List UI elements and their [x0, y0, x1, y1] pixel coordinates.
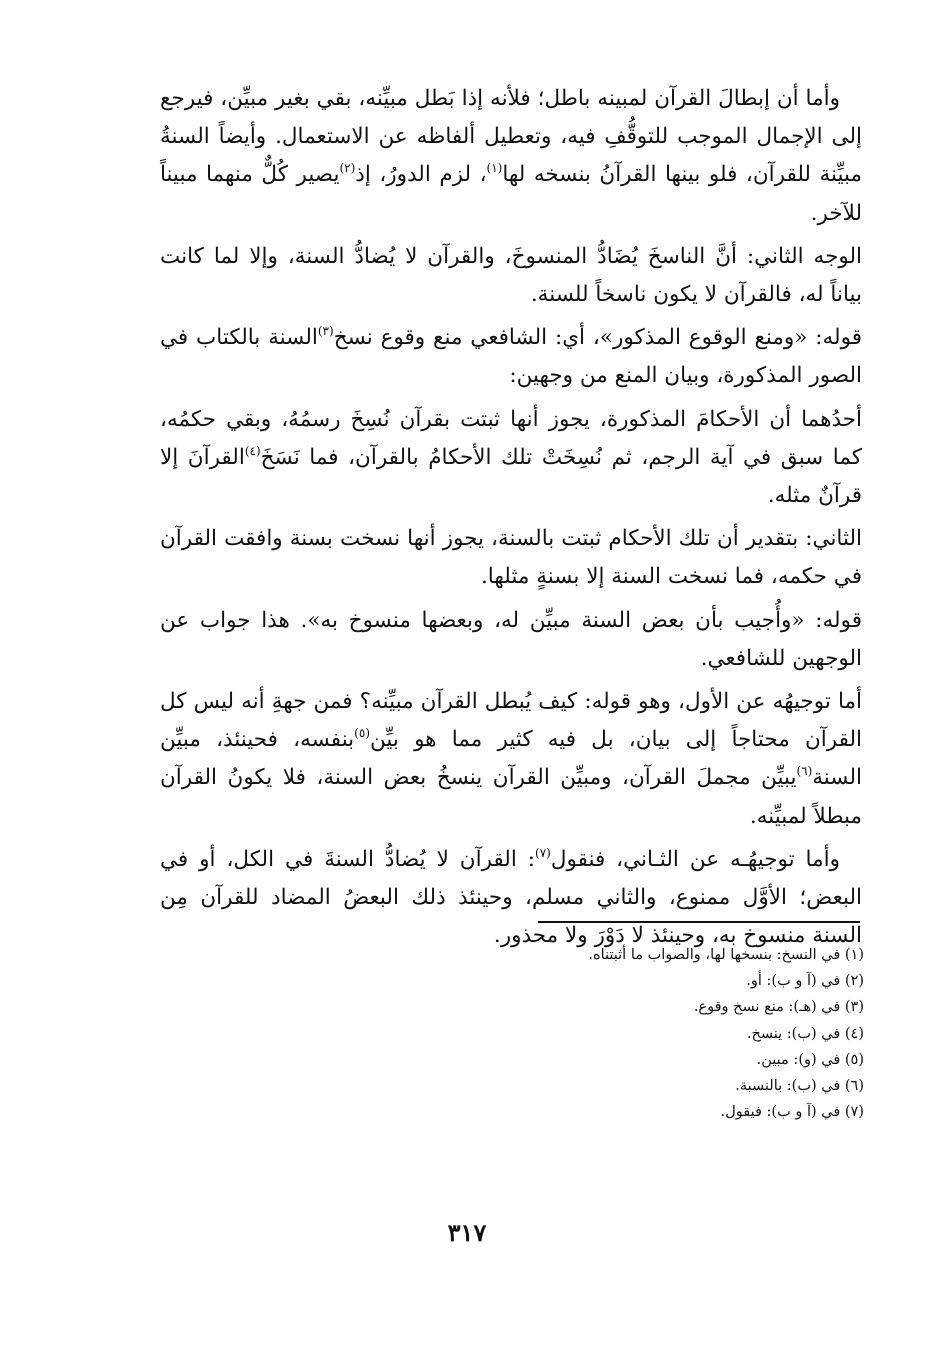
paragraph-5: الثاني: بتقدير أن تلك الأحكام ثبتت بالسنة، يجوز أنها نسخت بسنة وافقت القرآن في حكمه، فما نسخت السنة إلا بسنةٍ مثلها.	[160, 526, 862, 590]
paragraph-3: قوله: «ومنع الوقوع المذكور»، أي: الشافعي منع وقوع نسخ$^{(٣)}$السنة بالكتاب في الصور المذكورة، وبيان المنع من وجهين:	[160, 324, 862, 389]
paragraph-6: قوله: «وأُجيب بأن بعض السنة مبيِّن له، وبعضها منسوخ به». هذا جواب عن الوجهين للشافعي.	[160, 607, 862, 671]
paragraph-1: وأما أن إبطالَ القرآن لمبينه باطل؛ فلأنه إذا بَطل مبيِّنه، بقي بغير مبيِّن، فيرجع إلى الإجمال الموجب للتوقُّفِ فيه، وتعطيل ألفاظه عن الاستعمال. وأيضاً السنةُ مبيِّنة للقرآن، فلو بينها القرآنُ بنسخه لها$^{(١)}$، لزم الدورُ، إذ$^{(٢)}$يصير كُلٌّ منهما مبيناً للآخر.	[160, 86, 862, 226]
footnote-7: (٧) في (آ و ب): فيقول.	[720, 1104, 864, 1121]
footnote-ref-4: (٤)	[244, 443, 261, 458]
footnote-separator	[538, 921, 860, 923]
main-text	[160, 80, 862, 960]
footnote-ref-6: (٦)	[796, 764, 813, 779]
footnote-ref-3: (٣)	[317, 324, 334, 339]
paragraph-2: الوجه الثاني: أنَّ الناسخَ يُضَادُّ المنسوخَ، والقرآن لا يُضادُّ السنة، وإلا لما كانت بياناً له، فالقرآن لا يكون ناسخاً للسنة.	[160, 243, 862, 308]
footnote-ref-7: (٧)	[535, 845, 551, 860]
page-number-text: ٣١٧	[447, 1218, 487, 1247]
footnote-ref-1: (١)	[486, 161, 503, 176]
footnote-1: (١) في النسخ: بنسخها لها، والصواب ما أثبتناه.	[588, 947, 864, 963]
footnote-ref-5: (٥)	[354, 726, 370, 741]
footnote-ref-2: (٢)	[339, 161, 356, 176]
paragraph-4: أحدُهما أن الأحكامَ المذكورة، يجوز أنها ثبتت بقرآن نُسِخَ رسمُهُ، وبقي حكمُه، كما سبق في آية الرجم، ثم نُسِخَتْ تلك الأحكامُ بالقرآن، فما نَسَخَ$^{(٤)}$القرآنَ إلا قرآنٌ مثله.	[160, 406, 862, 509]
paragraph-8: وأما توجيهُـه عن الثـاني، فنقول$^{(٧)}$: القرآن لا يُضادُّ السنةَ في الكل، أو في البعض؛ الأوَّل ممنوع، والثاني مسلم، وحينئذ ذلك البعضُ المضاد للقرآن مِن السنة منسوخ به، وحينئذ لا دَوْرَ ولا محذور.	[160, 845, 862, 949]
footnote-2: (٢) في (آ و ب): أو.	[746, 973, 864, 990]
footnote-3: (٣) في (هـ): منع نسخ وقوع.	[693, 999, 864, 1016]
footnote-5: (٥) في (و): مبين.	[756, 1051, 864, 1068]
footnote-4: (٤) في (ب): ينسخ.	[746, 1025, 864, 1042]
footnote-6: (٦) في (ب): بالنسبة.	[735, 1078, 864, 1095]
paragraph-7: أما توجيهُه عن الأول، وهو قوله: كيف يُبطل القرآن مبيِّنه؟ فمن جهةِ أنه ليس كل القرآن محتاجاً إلى بيان، بل فيه كثير مما هو بيِّن$^{(٥)}$بنفسه، فحينئذ، مبيِّن السنة$^{(٦)}$يبيِّن مجملَ القرآن، ومبيِّن القرآن ينسخُ بعض السنة، فلا يكونُ القرآن مبطلاً لمبيِّنه.	[160, 689, 862, 829]
footnotes	[420, 942, 864, 1125]
